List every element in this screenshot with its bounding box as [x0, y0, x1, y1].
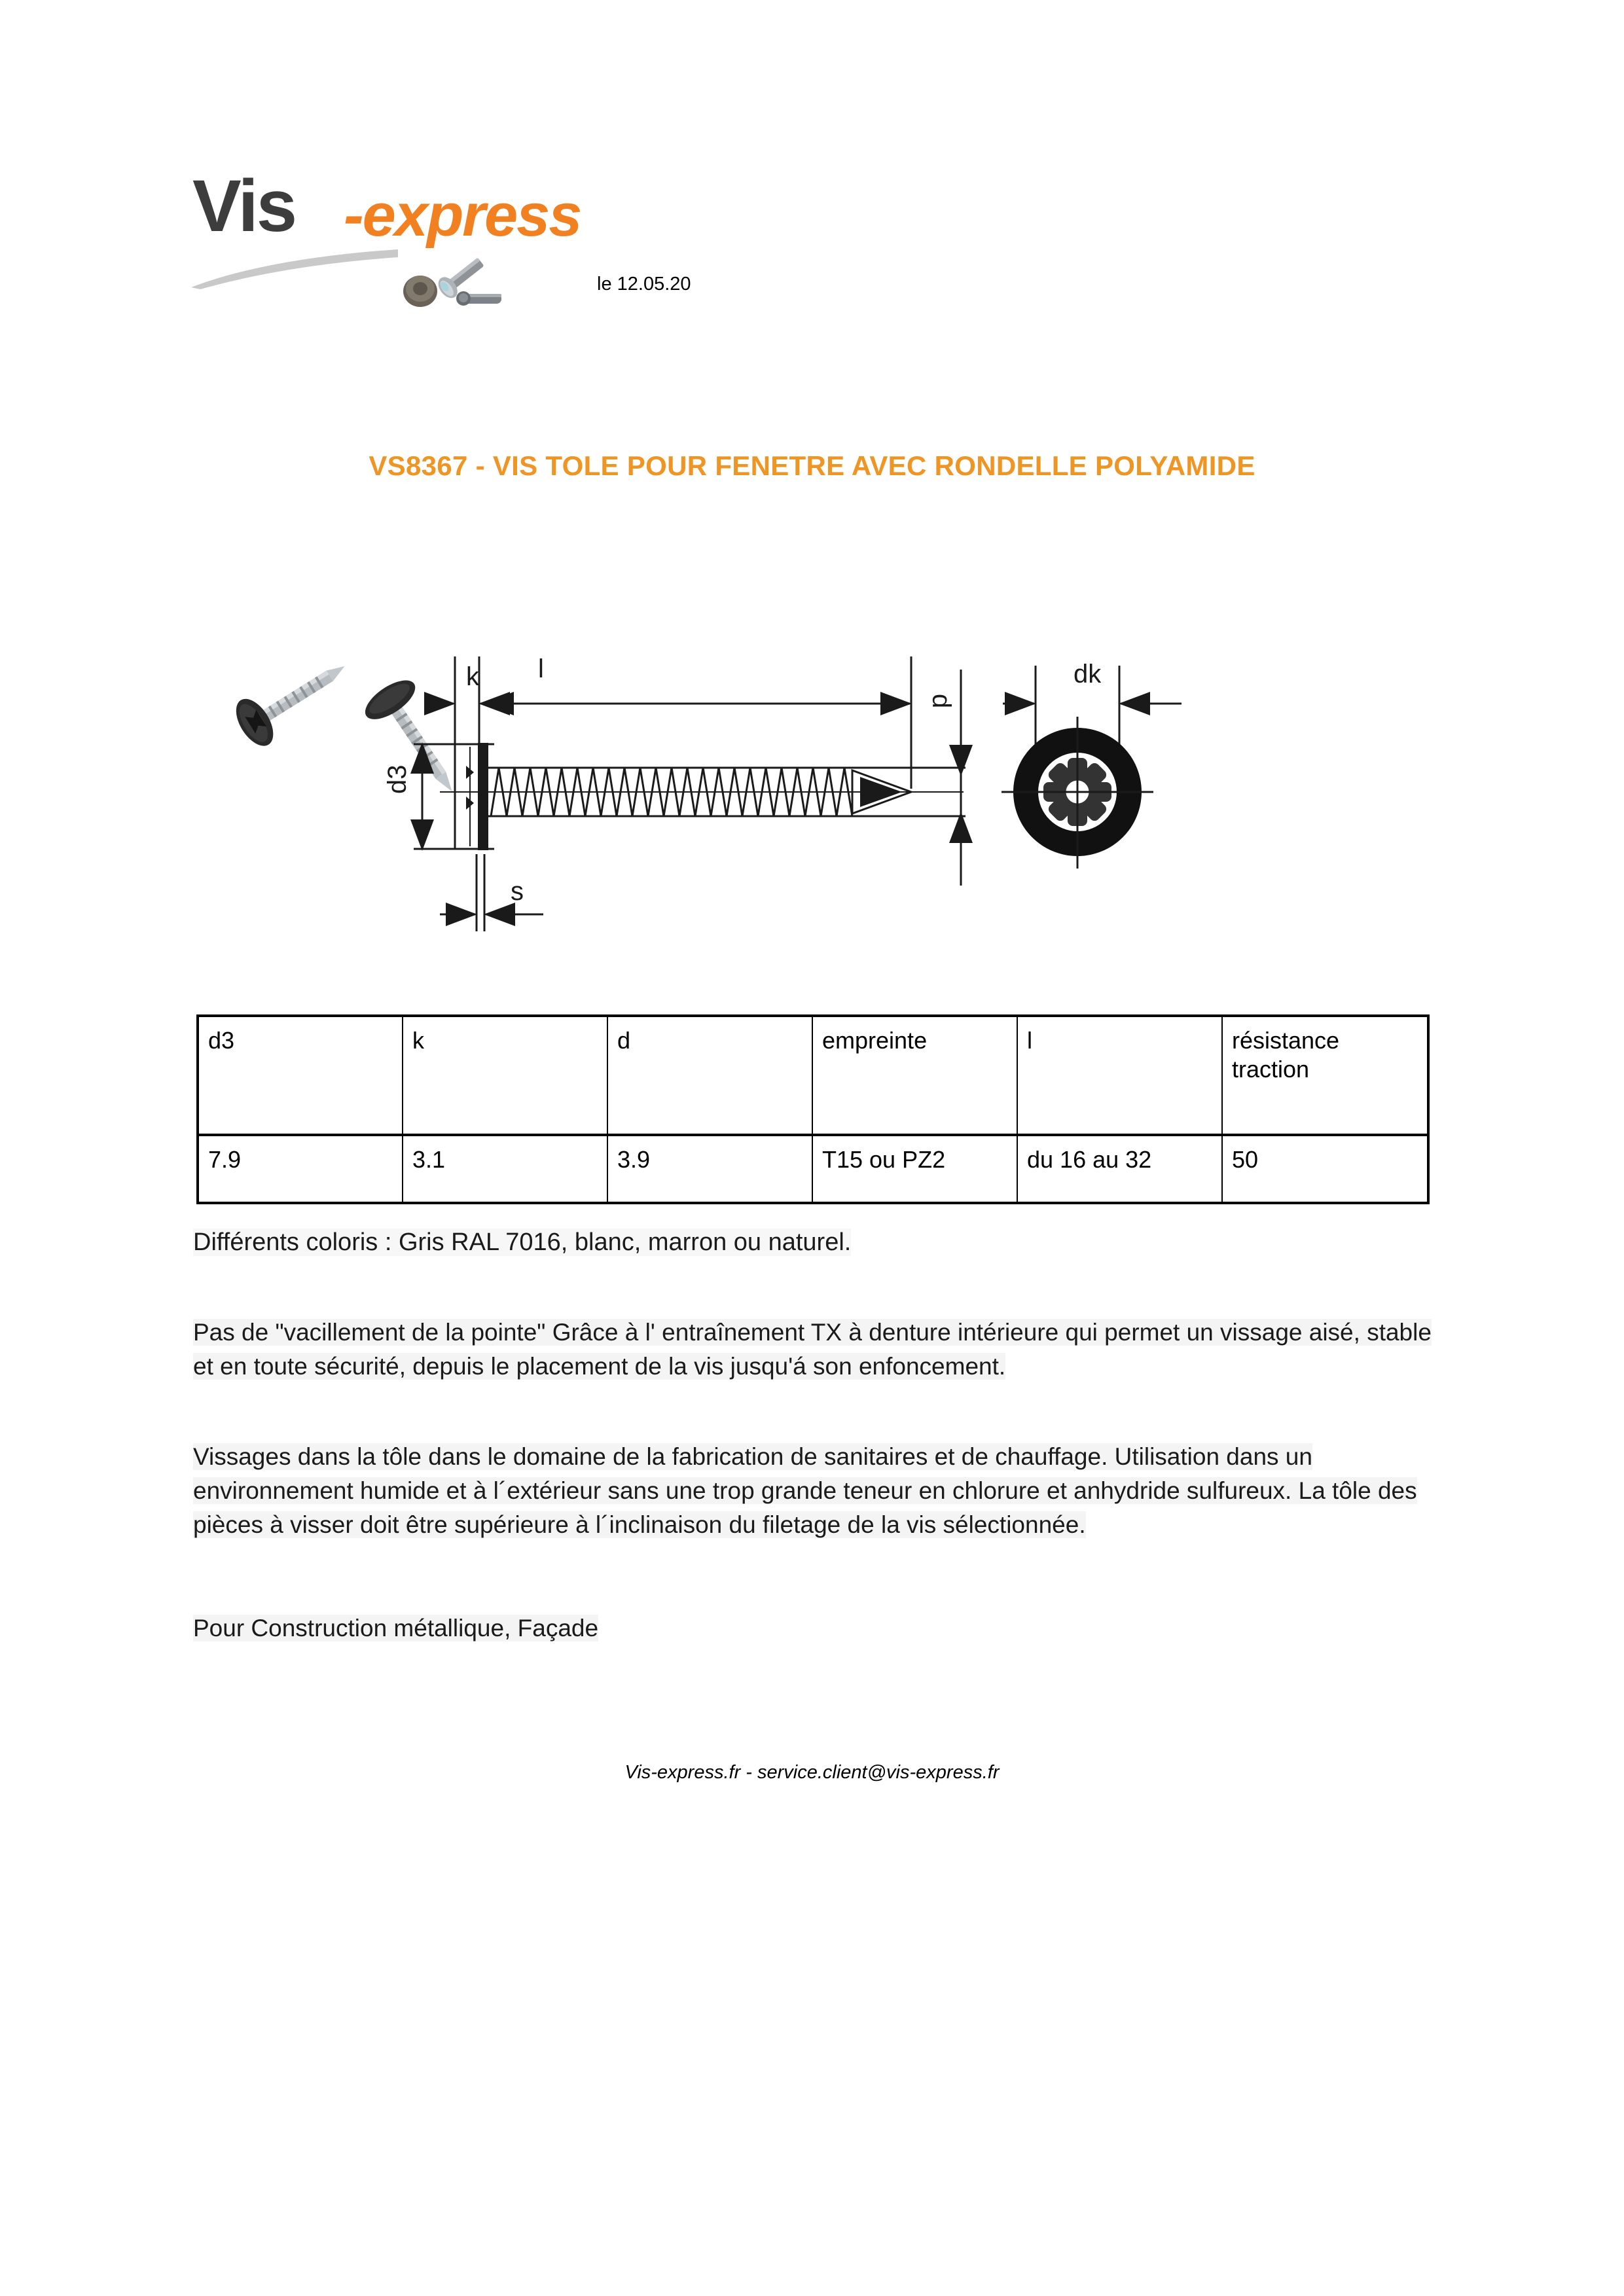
table-cell-resistance-traction: 50	[1222, 1135, 1428, 1203]
paragraph-coloris	[193, 1225, 1437, 1260]
table-header-d3: d3	[198, 1016, 403, 1135]
dimension-label-d: d	[927, 694, 956, 709]
table-cell-empreinte: T15 ou PZ2	[812, 1135, 1017, 1203]
screw-photo-pair	[228, 644, 476, 808]
document-footer: Vis-express.fr - service.client@vis-express.fr	[624, 1762, 1000, 1783]
table-header-resistance-traction: résistance traction	[1222, 1016, 1428, 1135]
logo-word-express: -express	[344, 182, 581, 249]
dimension-label-dk: dk	[1074, 660, 1102, 689]
table-cell-l: du 16 au 32	[1017, 1135, 1222, 1203]
document-date: le 12.05.20	[597, 274, 691, 295]
paragraph-usage	[193, 1611, 1437, 1645]
paragraph-vacillement-text: Pas de "vacillement de la pointe" Grâce à l' entraînement TX à denture intérieure qui permet un vissage aisé, stable et en toute sécurité, depuis le placement de la vis jusqu'á son enfoncement.	[193, 1319, 1432, 1380]
dimension-label-l: l	[538, 655, 544, 683]
spec-table	[196, 1014, 1430, 1204]
table-header-k: k	[403, 1016, 607, 1135]
logo-swoosh-icon	[190, 244, 406, 290]
table-cell-d: 3.9	[607, 1135, 812, 1203]
screw-side-view	[440, 743, 965, 850]
vis-express-logo	[190, 167, 609, 311]
logo-screws-photo	[398, 243, 516, 312]
table-cell-k: 3.1	[403, 1135, 607, 1203]
table-cell-d3: 7.9	[198, 1135, 403, 1203]
table-header-row	[198, 1016, 1428, 1135]
dimension-label-d3: d3	[383, 764, 412, 794]
paragraph-vissages-text: Vissages dans la tôle dans le domaine de la fabrication de sanitaires et de chauffage. Utilisation dans un environnement humide et à l´extérieur sans une trop grande teneur en chlorure et anhydride sulfureux. La tôle des pièces à visser doit être supérieure à l´inclinaison du filetage de la vis sélectionnée.	[193, 1443, 1417, 1538]
table-header-d: d	[607, 1016, 812, 1135]
table-row	[198, 1135, 1428, 1203]
spec-table-container	[196, 1014, 1427, 1204]
screw-technical-diagram	[196, 625, 1218, 952]
paragraph-vissages	[193, 1440, 1437, 1541]
paragraph-vacillement	[193, 1316, 1437, 1384]
table-header-empreinte: empreinte	[812, 1016, 1017, 1135]
logo-word-vis: Vis	[192, 165, 296, 247]
paragraph-usage-text: Pour Construction métallique, Façade	[193, 1615, 599, 1641]
diagram-svg	[196, 625, 1218, 952]
paragraph-coloris-text: Différents coloris : Gris RAL 7016, blanc, marron ou naturel.	[193, 1229, 852, 1256]
table-header-l: l	[1017, 1016, 1222, 1135]
page-title: VS8367 - VIS TOLE POUR FENETRE AVEC RONDELLE POLYAMIDE	[369, 450, 1255, 481]
dimension-label-k: k	[466, 662, 479, 691]
screw-head-top-view	[1001, 717, 1153, 869]
dimension-label-s: s	[511, 877, 524, 906]
document-header	[190, 167, 1434, 337]
